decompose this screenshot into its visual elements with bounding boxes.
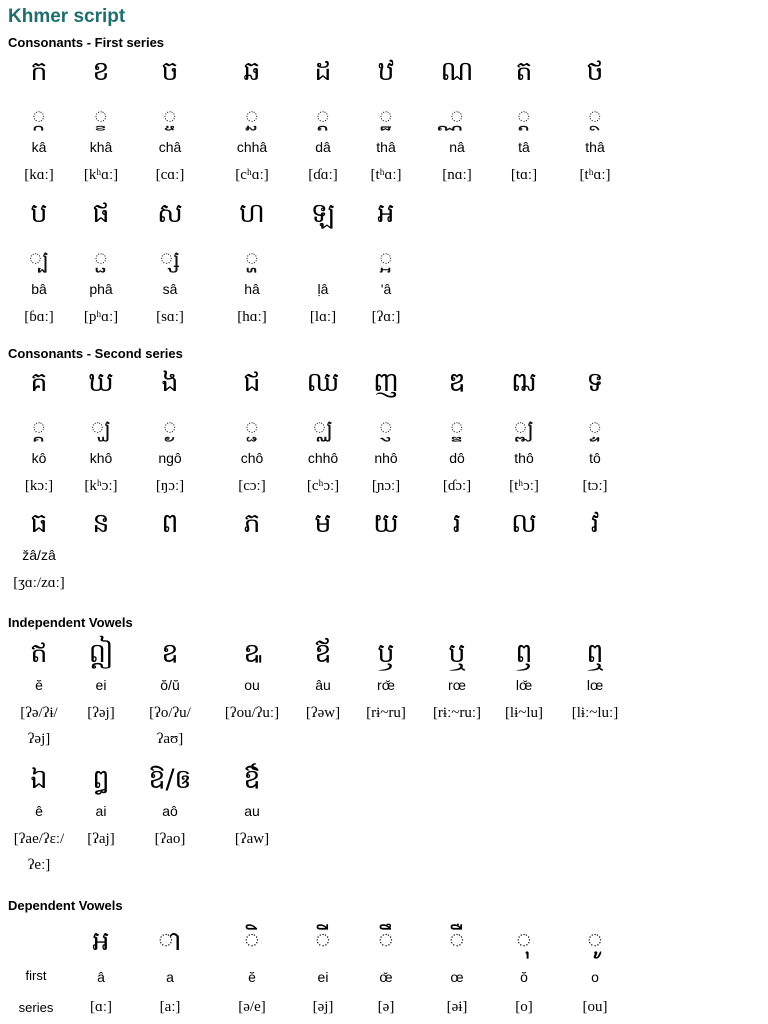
khmer-letter: វ [590, 508, 600, 539]
ipa: [ʔə/ʔɨ/ [20, 705, 58, 721]
transliteration: ai [95, 803, 107, 819]
ipa: [ou] [582, 999, 608, 1015]
ipa-continued: ʔaʊ] [156, 731, 184, 747]
vowel-cell [216, 636, 288, 724]
ipa: [ɑː] [89, 999, 112, 1015]
subscript-form: ◌្ខ [94, 105, 108, 131]
transliteration: khô [89, 450, 113, 466]
ipa: [kɔː] [24, 478, 54, 494]
ipa-continued: ʔəj] [27, 731, 51, 747]
letter-cell [216, 506, 288, 542]
transliteration: a [166, 969, 174, 985]
subscript-form: ◌្ថ [588, 105, 602, 131]
khmer-letter: ដ [314, 56, 332, 87]
letter-cell [287, 506, 359, 542]
page-title: Khmer script [8, 6, 126, 27]
khmer-letter: ឋ [377, 56, 395, 87]
transliteration: ŏ [520, 969, 528, 985]
khmer-letter: ណ [440, 56, 474, 87]
transliteration: kâ [31, 139, 47, 155]
ipa: [ʔou/ʔuː] [224, 705, 280, 721]
vowel-cell [65, 762, 137, 850]
khmer-letter: ធ [30, 508, 48, 539]
ipa: [cɑː] [155, 167, 185, 183]
letter-cell [216, 196, 288, 328]
letter-cell [559, 365, 631, 497]
ipa: [əj] [312, 999, 334, 1015]
letter-cell [488, 506, 560, 542]
subscript-form: ◌្ត [517, 105, 531, 131]
khmer-letter: ថ [586, 56, 604, 87]
transliteration: tô [589, 450, 601, 466]
ipa: [ŋɔː] [155, 478, 185, 494]
khmer-letter: ន [92, 508, 110, 539]
section-heading-independent-vowels: Independent Vowels [8, 615, 133, 630]
khmer-letter: ខ [92, 56, 110, 87]
transliteration: žâ/zâ [22, 547, 56, 563]
ipa: [rɨ~ru] [366, 705, 406, 721]
ipa: [əɨ] [446, 999, 468, 1015]
transliteration: nâ [449, 139, 465, 155]
transliteration: ŏ/ŭ [160, 677, 180, 693]
ipa: [rɨː~ruː] [432, 705, 482, 721]
khmer-letter: ត [515, 56, 533, 87]
letter-cell [350, 196, 422, 328]
khmer-letter: ឃ [88, 367, 114, 398]
khmer-letter: ក [30, 56, 48, 87]
khmer-vowel: អ [92, 926, 110, 957]
ipa: [ɗɔː] [442, 478, 472, 494]
letter-cell [287, 196, 359, 328]
khmer-letter: ញ [373, 367, 399, 398]
transliteration: au [244, 803, 260, 819]
subscript-form: ◌្ឈ [312, 416, 334, 442]
ipa: [aː] [159, 999, 181, 1015]
khmer-letter: រ [452, 508, 462, 539]
transliteration: lœ [586, 677, 604, 693]
transliteration: ĕ [35, 677, 43, 693]
khmer-vowel: ◌ា [158, 926, 182, 957]
ipa: [ʔɑː] [371, 309, 401, 325]
letter-cell [559, 506, 631, 542]
ipa: [cʰɑː] [235, 167, 269, 183]
ipa: [tɑː] [510, 167, 538, 183]
letter-cell [287, 54, 359, 186]
khmer-vowel: ◌ូ [587, 926, 603, 957]
ipa: [cʰɔː] [306, 478, 340, 494]
ipa: [lɨ~lu] [504, 705, 544, 721]
vowel-cell [350, 636, 422, 724]
transliteration: o [591, 969, 599, 985]
ipa: [tʰɔː] [509, 478, 539, 494]
vowel-cell [134, 636, 206, 750]
transliteration: thâ [376, 139, 396, 155]
transliteration: thô [514, 450, 534, 466]
vowel-cell [216, 762, 288, 850]
khmer-letter: ល [511, 508, 537, 539]
letter-cell [65, 196, 137, 328]
ipa: [cɔː] [238, 478, 266, 494]
letter-cell [65, 54, 137, 186]
transliteration: ei [317, 969, 329, 985]
transliteration: chhô [307, 450, 339, 466]
khmer-vowel: ឥ [30, 638, 48, 669]
khmer-letter: ជ [243, 367, 261, 398]
row-label-first: first [25, 968, 47, 983]
khmer-letter: ឈ [306, 367, 340, 398]
khmer-vowel: ◌ឹ [378, 926, 394, 957]
khmer-vowel: ឳ [243, 764, 261, 795]
vowel-cell [559, 636, 631, 724]
transliteration: chô [240, 450, 264, 466]
transliteration: â [97, 969, 105, 985]
ipa: [lɑː] [309, 309, 337, 325]
transliteration: aô [162, 803, 178, 819]
vowel-cell [287, 924, 359, 1018]
transliteration: ĕ [248, 969, 256, 985]
ipa: [ə] [377, 999, 395, 1015]
transliteration: khâ [89, 139, 113, 155]
khmer-vowel: ◌ី [315, 926, 331, 957]
transliteration: ngô [158, 450, 182, 466]
letter-cell [350, 365, 422, 497]
khmer-vowel: ឪ [314, 638, 332, 669]
khmer-vowel: ឦ [88, 638, 114, 669]
subscript-form: ◌្ឌ [450, 416, 464, 442]
khmer-letter: ប [30, 198, 48, 229]
subscript-form: ◌្គ [32, 416, 46, 442]
transliteration: sâ [162, 281, 178, 297]
subscript-form: ◌្ឃ [90, 416, 112, 442]
khmer-vowel: ឯ [30, 764, 48, 795]
ipa: [ʒɑː/zɑː] [13, 575, 65, 591]
subscript-form: ◌្អ [379, 247, 393, 273]
subscript-form: ◌្ឍ [513, 416, 535, 442]
khmer-vowel: ឭ [515, 638, 533, 669]
khmer-letter: ផ [92, 198, 110, 229]
transliteration: dâ [315, 139, 331, 155]
ipa: [hɑː] [237, 309, 267, 325]
subscript-form [287, 240, 359, 280]
vowel-cell [559, 924, 631, 1018]
transliteration: 'â [380, 281, 392, 297]
khmer-letter: ឍ [511, 367, 537, 398]
ipa: [kʰɑː] [83, 167, 119, 183]
letter-cell [65, 506, 137, 542]
subscript-form: ◌្ទ [588, 416, 602, 442]
transliteration: rœ̆ [377, 677, 395, 693]
transliteration: thâ [585, 139, 605, 155]
subscript-form: ◌្ដ [316, 105, 330, 131]
khmer-vowel: ឬ [448, 638, 466, 669]
ipa: [kɑː] [24, 167, 54, 183]
khmer-letter: ច [161, 56, 179, 87]
transliteration: ou [244, 677, 260, 693]
ipa: [sɑː] [156, 309, 184, 325]
letter-cell [134, 506, 206, 542]
ipa: [tʰɑː] [370, 167, 402, 183]
khmer-vowel: ឮ [586, 638, 604, 669]
ipa: [ʔo/ʔu/ [149, 705, 191, 721]
transliteration: tâ [518, 139, 530, 155]
ipa: [pʰɑː] [83, 309, 119, 325]
khmer-vowel: ឰ [92, 764, 110, 795]
vowel-cell [65, 636, 137, 724]
vowel-cell [488, 924, 560, 1018]
transliteration: âu [315, 677, 331, 693]
ipa: [ʔao] [154, 831, 186, 847]
khmer-letter: ឆ [243, 56, 261, 87]
ipa-continued: ʔeː] [27, 857, 51, 873]
khmer-vowel: ◌ឺ [449, 926, 465, 957]
ipa: [ʔae/ʔɛː/ [13, 831, 65, 847]
khmer-letter: គ [30, 367, 48, 398]
transliteration: châ [158, 139, 182, 155]
ipa: [ɗɑː] [308, 167, 338, 183]
vowel-cell [488, 636, 560, 724]
ipa: [nɑː] [442, 167, 472, 183]
row-label-series: series [18, 1000, 54, 1015]
ipa: [ʔəj] [87, 705, 115, 721]
section-heading-dependent-vowels: Dependent Vowels [8, 898, 123, 913]
transliteration: ei [95, 677, 107, 693]
khmer-letter: ហ [239, 198, 265, 229]
khmer-letter: ទ [586, 367, 604, 398]
ipa: [lɨː~luː] [571, 705, 619, 721]
transliteration: rœ [448, 677, 466, 693]
vowel-cell [134, 762, 206, 850]
ipa: [ʔaw] [234, 831, 270, 847]
ipa: [ʔaj] [87, 831, 115, 847]
transliteration: œ̆ [379, 969, 393, 985]
letter-cell [559, 54, 631, 186]
transliteration: hâ [244, 281, 260, 297]
transliteration: dô [449, 450, 465, 466]
letter-cell [287, 365, 359, 497]
letter-cell [216, 365, 288, 497]
subscript-form: ◌្ឆ [245, 105, 259, 131]
vowel-cell [421, 636, 493, 724]
ipa: [o] [515, 999, 533, 1015]
letter-cell [488, 54, 560, 186]
transliteration: nhô [374, 450, 398, 466]
khmer-vowel: ឱ/ឲ [148, 764, 192, 795]
subscript-form: ◌្ក [32, 105, 46, 131]
transliteration: bâ [31, 281, 47, 297]
khmer-vowel: ឩ [243, 638, 261, 669]
vowel-cell [421, 924, 493, 1018]
letter-cell [350, 506, 422, 542]
khmer-letter: ស [157, 198, 183, 229]
subscript-form: ◌្ហ [245, 247, 259, 273]
transliteration: lœ̆ [515, 677, 533, 693]
ipa: [ɲɔː] [371, 478, 401, 494]
transliteration: œ [450, 969, 464, 985]
ipa: [ə/e] [238, 999, 266, 1015]
khmer-letter: ឡ [310, 198, 336, 229]
khmer-vowel: ឧ [161, 638, 179, 669]
transliteration: chhâ [236, 139, 268, 155]
vowel-cell [287, 636, 359, 724]
transliteration: phâ [89, 281, 113, 297]
khmer-vowel: ◌ុ [516, 926, 532, 957]
transliteration: ḷâ [317, 281, 329, 297]
subscript-form: ◌្ស [159, 247, 181, 273]
letter-cell [216, 54, 288, 186]
ipa: [ʔəw] [305, 705, 341, 721]
letter-cell [350, 54, 422, 186]
ipa: [tɔː] [582, 478, 608, 494]
letter-cell [134, 196, 206, 328]
subscript-form: ◌្ង [163, 416, 177, 442]
vowel-cell [134, 924, 206, 1018]
ipa: [kʰɔː] [84, 478, 118, 494]
section-heading-consonants-second: Consonants - Second series [8, 346, 183, 361]
subscript-form: ◌្ញ [379, 416, 393, 442]
khmer-vowel: ឫ [377, 638, 395, 669]
subscript-form: ◌្ជ [245, 416, 259, 442]
letter-cell [421, 54, 493, 186]
khmer-letter: ង [161, 367, 179, 398]
letter-cell [488, 365, 560, 497]
khmer-letter: យ [373, 508, 399, 539]
vowel-cell [350, 924, 422, 1018]
khmer-letter: ឌ [448, 367, 466, 398]
section-heading-consonants-first: Consonants - First series [8, 35, 165, 50]
subscript-form: ◌្ប [28, 247, 50, 273]
khmer-vowel: ◌ិ [244, 926, 260, 957]
ipa: [tʰɑː] [579, 167, 611, 183]
transliteration: kô [31, 450, 47, 466]
khmer-letter: អ [377, 198, 395, 229]
letter-cell [134, 54, 206, 186]
khmer-letter: ព [161, 508, 179, 539]
vowel-cell [216, 924, 288, 1018]
transliteration: ê [35, 803, 43, 819]
subscript-form: ◌្ឋ [379, 105, 393, 131]
subscript-form: ◌្ច [163, 105, 177, 131]
letter-cell [421, 506, 493, 542]
vowel-cell [65, 924, 137, 1018]
khmer-letter: ភ [243, 508, 261, 539]
letter-cell [65, 365, 137, 497]
ipa: [ɓɑː] [24, 309, 54, 325]
subscript-form: ◌្ណ [450, 105, 464, 131]
letter-cell [421, 365, 493, 497]
letter-cell [134, 365, 206, 497]
subscript-form: ◌្ផ [94, 247, 108, 273]
khmer-letter: ម [314, 508, 332, 539]
